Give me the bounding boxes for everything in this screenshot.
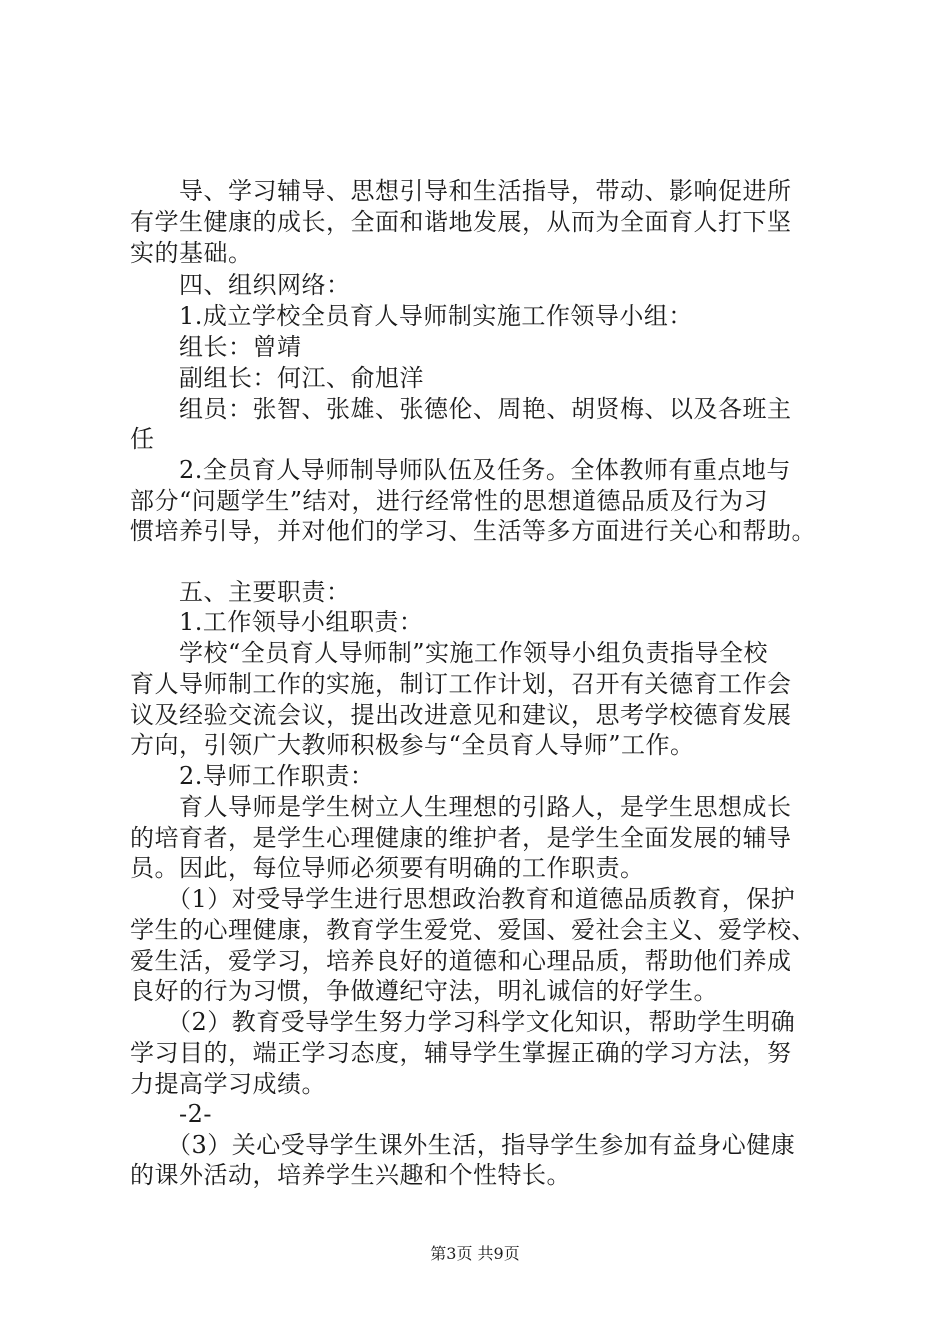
text-line: 的课外活动，培养学生兴趣和个性特长。	[130, 1161, 571, 1189]
text-line: 2.导师工作职责：	[130, 762, 375, 790]
section-heading: 四、组织网络：	[130, 271, 351, 299]
text-line: 员。因此，每位导师必须要有明确的工作职责。	[130, 854, 645, 882]
text-line: 实的基础。	[130, 239, 253, 267]
text-line: （1）对受导学生进行思想政治教育和道德品质教育，保护	[130, 885, 796, 913]
text-line: 力提高学习成绩。	[130, 1070, 326, 1098]
inline-page-number: -2-	[130, 1100, 212, 1128]
text-line: 组员：张智、张雄、张德伦、周艳、胡贤梅、以及各班主	[130, 395, 792, 423]
text-line: （2）教育受导学生努力学习科学文化知识，帮助学生明确	[130, 1008, 796, 1036]
text-line: 学生的心理健康，教育学生爱党、爱国、爱社会主义、爱学校、	[130, 916, 816, 944]
page-footer: 第3页 共9页	[430, 1244, 520, 1263]
text-line: 议及经验交流会议，提出改进意见和建议，思考学校德育发展	[130, 701, 792, 729]
text-line: 副组长：何江、俞旭洋	[130, 364, 424, 392]
text-line: 1.工作领导小组职责：	[130, 608, 424, 636]
text-line: 学校“全员育人导师制”实施工作领导小组负责指导全校	[130, 639, 769, 667]
text-line: 良好的行为习惯，争做遵纪守法，明礼诚信的好学生。	[130, 977, 718, 1005]
text-line: 2.全员育人导师制导师队伍及任务。全体教师有重点地与	[130, 456, 791, 484]
text-line: 1.成立学校全员育人导师制实施工作领导小组：	[130, 302, 693, 330]
text-line: 有学生健康的成长，全面和谐地发展，从而为全面育人打下坚	[130, 208, 792, 236]
text-line: 育人导师制工作的实施，制订工作计划，召开有关德育工作会	[130, 670, 792, 698]
text-line: 导、学习辅导、思想引导和生活指导，带动、影响促进所	[130, 177, 792, 205]
text-line: 学习目的，端正学习态度，辅导学生掌握正确的学习方法，努	[130, 1039, 792, 1067]
text-line: 部分“问题学生”结对，进行经常性的思想道德品质及行为习	[130, 487, 769, 515]
text-line: 的培育者，是学生心理健康的维护者，是学生全面发展的辅导	[130, 824, 792, 852]
section-heading: 五、主要职责：	[130, 578, 351, 606]
text-line: 育人导师是学生树立人生理想的引路人，是学生思想成长	[130, 793, 792, 821]
text-line: 任	[130, 425, 155, 453]
text-line: 惯培养引导，并对他们的学习、生活等多方面进行关心和帮助。	[130, 517, 816, 545]
text-line: 组长：曾靖	[130, 333, 302, 361]
text-line: 方向，引领广大教师积极参与“全员育人导师”工作。	[130, 731, 695, 759]
text-line: 爱生活，爱学习，培养良好的道德和心理品质，帮助他们养成	[130, 947, 792, 975]
text-line: （3）关心受导学生课外生活，指导学生参加有益身心健康	[130, 1131, 796, 1159]
